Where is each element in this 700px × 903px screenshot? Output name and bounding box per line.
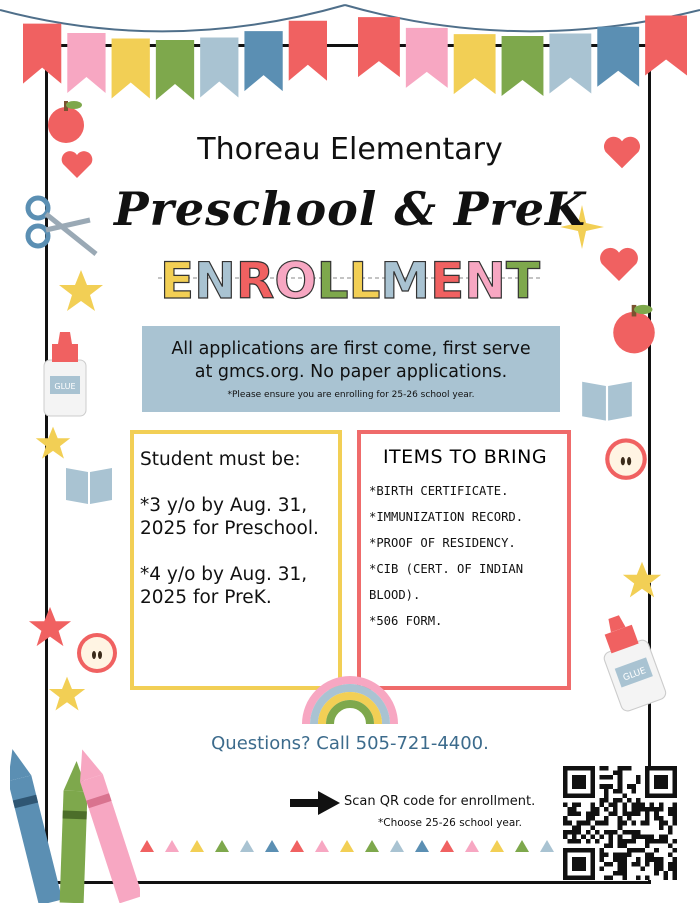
bunting-flag	[67, 33, 105, 93]
apple-slice-icon	[600, 430, 652, 482]
svg-text:GLUE: GLUE	[621, 666, 648, 684]
requirement-1-line-1: *3 y/o by Aug. 31,	[140, 495, 308, 516]
bunting-flag	[112, 38, 150, 98]
star-icon	[48, 675, 86, 713]
decor-triangle	[365, 840, 379, 852]
bunting-decoration	[0, 0, 700, 130]
decor-triangle	[340, 840, 354, 852]
banner-letter: L	[348, 252, 381, 306]
arrow-right-icon	[290, 791, 340, 815]
application-notice	[142, 326, 560, 412]
decor-triangle	[190, 840, 204, 852]
requirements-box	[130, 430, 342, 690]
items-to-bring-box	[357, 430, 571, 690]
bunting-flag	[23, 24, 61, 84]
star-icon	[28, 605, 72, 649]
apple-slice-icon	[72, 625, 122, 675]
star-icon	[58, 268, 104, 314]
decor-triangle	[390, 840, 404, 852]
requirements-heading: Student must be:	[140, 449, 301, 470]
star-icon	[622, 560, 662, 600]
qr-code[interactable]	[560, 766, 680, 880]
triangle-border-decoration	[140, 836, 560, 854]
decor-triangle	[465, 840, 479, 852]
banner-letter: E	[430, 252, 465, 306]
enrollment-banner	[158, 250, 542, 306]
heart-icon	[598, 246, 640, 284]
banner-letter: T	[505, 252, 541, 306]
school-name: Thoreau Elementary	[197, 132, 503, 167]
list-item: *CIB (CERT. OF INDIAN	[369, 562, 524, 576]
program-title: Preschool & PreK	[114, 182, 586, 236]
svg-text:GLUE: GLUE	[54, 382, 76, 391]
decor-triangle	[265, 840, 279, 852]
list-item: *PROOF OF RESIDENCY.	[369, 536, 516, 550]
bunting-flag	[289, 21, 327, 81]
banner-letter: N	[194, 252, 236, 306]
glue-bottle-icon	[30, 330, 100, 420]
banner-letter: R	[235, 252, 275, 306]
bunting-flag	[645, 16, 687, 76]
star-icon	[35, 425, 71, 461]
decor-triangle	[540, 840, 554, 852]
banner-letter: N	[464, 252, 507, 306]
items-heading: ITEMS TO BRING	[382, 446, 548, 468]
notice-note: *Please ensure you are enrolling for 25-26 school year.	[227, 390, 475, 400]
list-item: *IMMUNIZATION RECORD.	[369, 510, 524, 524]
banner-letter: L	[316, 252, 349, 306]
glue-bottle-icon	[590, 612, 670, 712]
book-icon	[64, 462, 114, 506]
decor-triangle	[415, 840, 429, 852]
bunting-flag	[156, 40, 194, 100]
crayons-icon	[10, 735, 140, 903]
bunting-flag	[454, 34, 496, 94]
svg-text:ENROLLMENT	[160, 252, 540, 306]
decor-triangle	[515, 840, 529, 852]
notice-line-1: All applications are first come, first serve	[171, 339, 531, 359]
contact-phone: Questions? Call 505-721-4400.	[211, 733, 489, 754]
scan-qr-text: Scan QR code for enrollment.	[344, 794, 536, 809]
decor-triangle	[490, 840, 504, 852]
bunting-flag	[358, 17, 400, 77]
bunting-flag	[597, 27, 639, 87]
book-icon	[580, 375, 634, 423]
bunting-flag	[549, 34, 591, 94]
requirement-2-line-2: 2025 for PreK.	[140, 587, 272, 608]
decor-triangle	[440, 840, 454, 852]
requirement-1-line-2: 2025 for Preschool.	[140, 518, 319, 539]
banner-letter: E	[160, 252, 195, 306]
choose-year-note: *Choose 25-26 school year.	[378, 817, 523, 829]
decor-triangle	[290, 840, 304, 852]
decor-triangle	[215, 840, 229, 852]
bunting-flag	[406, 28, 448, 88]
list-item: *BIRTH CERTIFICATE.	[369, 484, 509, 498]
bunting-flag	[244, 31, 282, 91]
bunting-flag	[200, 38, 238, 98]
bunting-flag	[502, 36, 544, 96]
apple-icon	[604, 296, 664, 360]
decor-triangle	[240, 840, 254, 852]
notice-line-2: at gmcs.org. No paper applications.	[194, 362, 508, 382]
list-item: BLOOD).	[369, 588, 421, 602]
decor-triangle	[315, 840, 329, 852]
decor-triangle	[165, 840, 179, 852]
decor-triangle	[140, 840, 154, 852]
banner-letter: O	[274, 252, 317, 306]
list-item: *506 FORM.	[369, 614, 443, 628]
banner-letter: M	[380, 252, 431, 306]
requirement-2-line-1: *4 y/o by Aug. 31,	[140, 564, 308, 585]
rainbow-icon	[300, 660, 400, 726]
